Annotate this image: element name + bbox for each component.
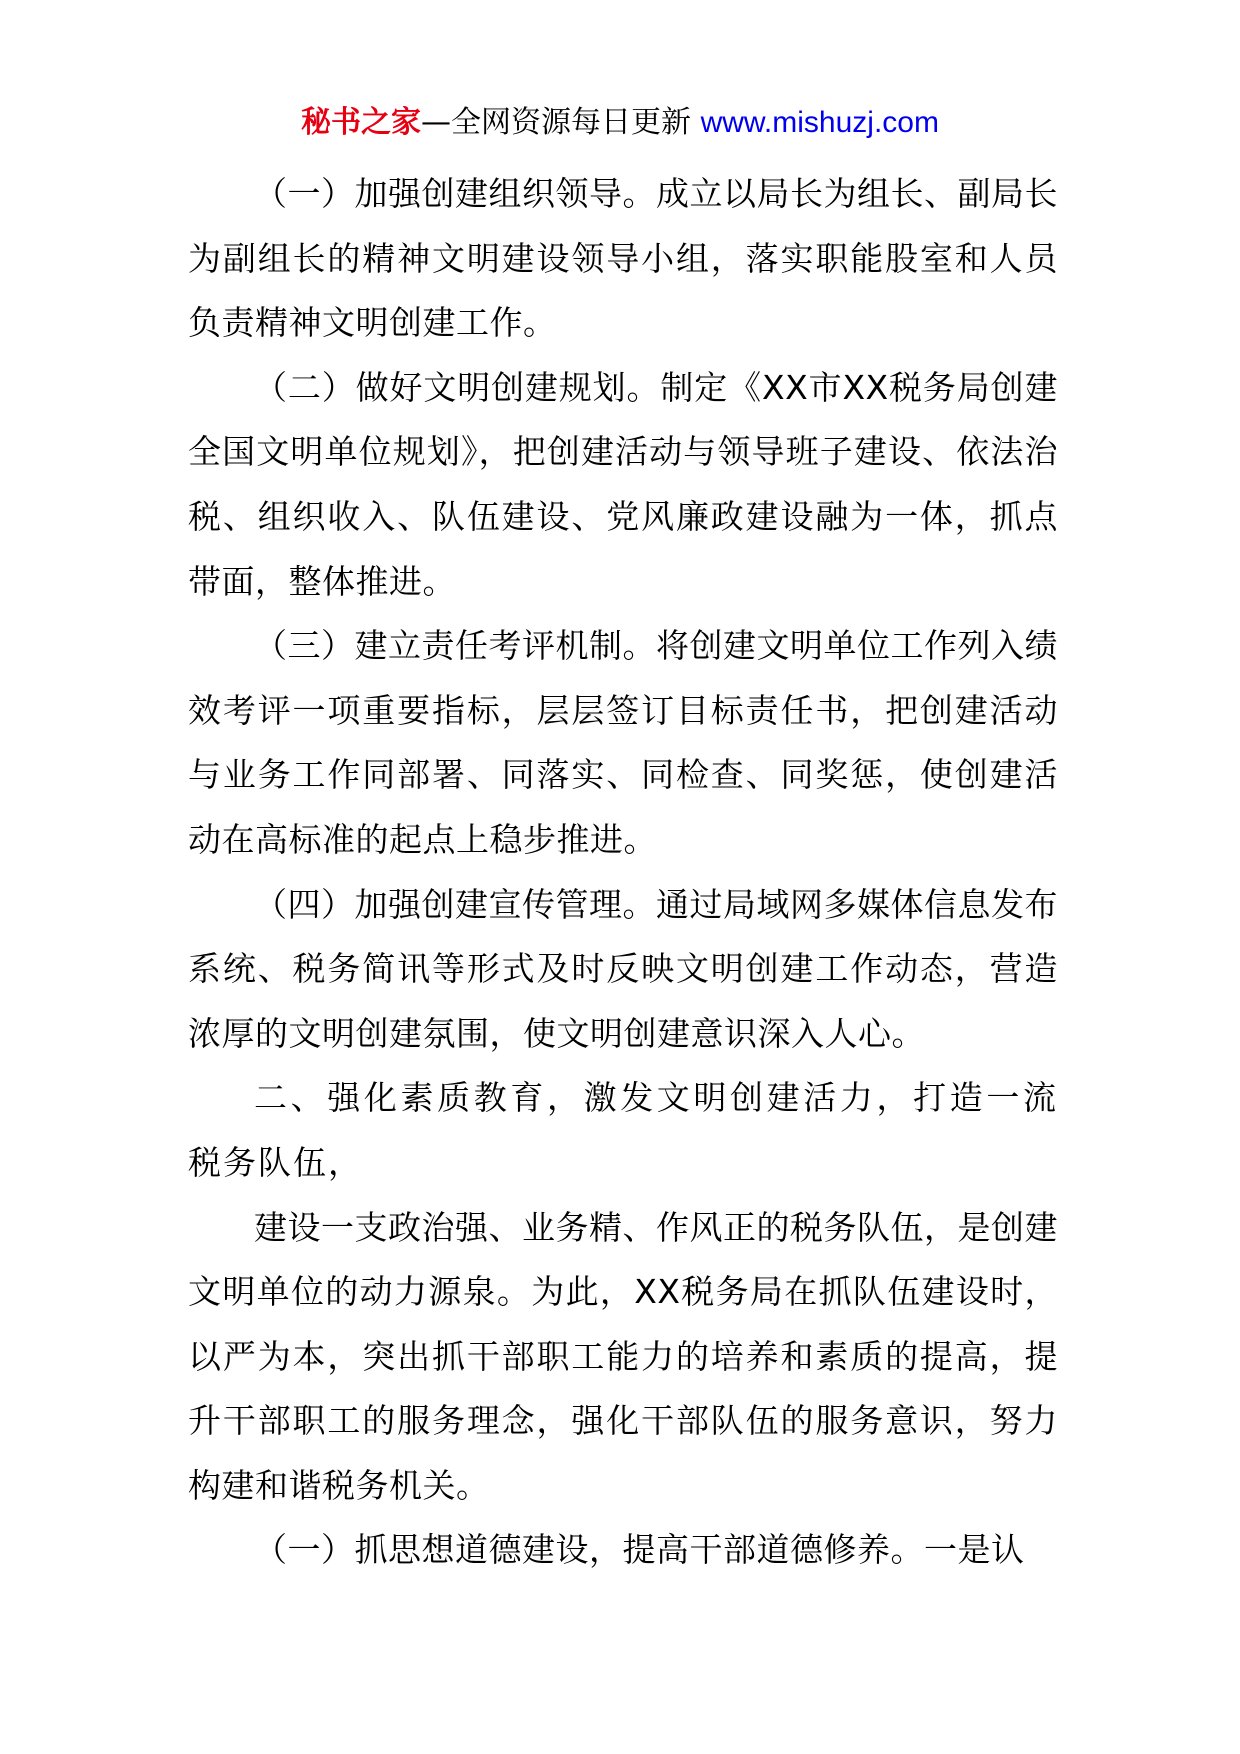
paragraph-5: 建设一支政治强、业务精、作风正的税务队伍，是创建文明单位的动力源泉。为此，XX税务局在抓队伍建设时，以严为本，突出抓干部职工能力的培养和素质的提高，提升干部职工的服务理念，强化干部队伍的服务意识，努力构建和谐税务机关。 xyxy=(188,1207,1058,1505)
paragraph-3: （三）建立责任考评机制。将创建文明单位工作列入绩效考评一项重要指标，层层签订目标责任书，把创建活动与业务工作同部署、同落实、同检查、同奖惩，使创建活动在高标准的起点上稳步推进。 xyxy=(188,626,1058,859)
header-slogan: —全网资源每日更新 xyxy=(421,105,701,140)
brand-name: 秘书之家 xyxy=(301,105,422,140)
section-heading-2: 二、强化素质教育，激发文明创建活力，打造一流税务队伍， xyxy=(188,1078,1058,1182)
paragraph-1: （一）加强创建组织领导。成立以局长为组长、副局长为副组长的精神文明建设领导小组，落实职能股室和人员负责精神文明创建工作。 xyxy=(188,174,1058,343)
document-body xyxy=(188,162,1058,1583)
paragraph-4: （四）加强创建宣传管理。通过局域网多媒体信息发布系统、税务简讯等形式及时反映文明创建工作动态，营造浓厚的文明创建氛围，使文明创建意识深入人心。 xyxy=(188,884,1058,1053)
paragraph-6: （一）抓思想道德建设，提高干部道德修养。一是认 xyxy=(254,1530,1025,1570)
site-header xyxy=(0,98,1240,148)
site-url-link[interactable]: www.mishuzj.com xyxy=(700,106,939,139)
paragraph-2: （二）做好文明创建规划。制定《XX市XX税务局创建全国文明单位规划》，把创建活动与领导班子建设、依法治税、组织收入、队伍建设、党风廉政建设融为一体，抓点带面，整体推进。 xyxy=(188,367,1058,601)
